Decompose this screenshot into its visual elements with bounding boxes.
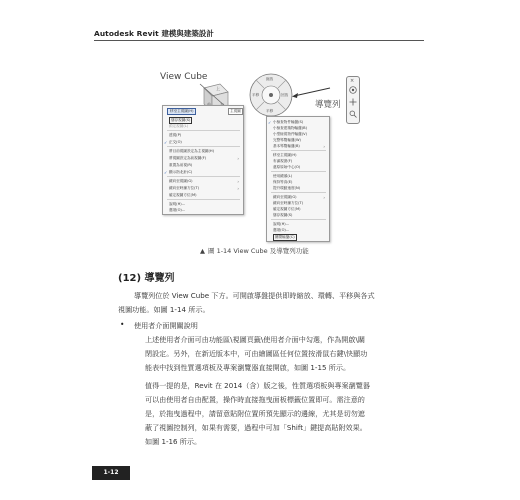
chevron-right-icon: › (323, 195, 325, 200)
menu-item-basic-wheel[interactable]: 基本導覽輪盤(B) (273, 144, 300, 148)
menu-item-close-wheel[interactable]: 關閉輪盤(C) (275, 235, 295, 239)
figure-viewcube-navbar (150, 50, 364, 240)
view-cube-top-label: 上 (216, 86, 220, 91)
menu-item-reset-front[interactable]: 重置為前視(R) (169, 163, 193, 167)
menu-separator (271, 192, 326, 193)
menu-item-set-front[interactable]: 將視圖設定為前視圖(F) (169, 156, 207, 160)
menu-item-orient-clock[interactable]: 鏡向至時鐘方位(T) (169, 186, 200, 190)
label-view-cube: View Cube (160, 72, 208, 82)
menu-item-orient-plane[interactable]: 確定視圖方位(M) (169, 193, 197, 197)
p2-line-3: 是，於拖曳過程中，請留意貼附位置所預先顯示的邊線，尤其是切勿遮 (145, 409, 365, 418)
p2-line-2: 可以由使用者自由配置，操作時直接拖曳面板標籤位置即可。需注意的 (145, 395, 365, 404)
chevron-right-icon: › (237, 186, 239, 191)
menu-item-options[interactable]: 選項(O)... (273, 228, 290, 232)
menu-separator (167, 199, 240, 200)
menu-item-save-view[interactable]: 儲存視圖(S) (171, 118, 191, 122)
menu-item-full-wheel[interactable]: 完整導覽輪盤(W) (273, 138, 301, 142)
label-nav-bar: 導覽列 (315, 100, 341, 110)
p1-line-2: 閉設定。另外，在新近版本中，可由繪圖區任何位置按滑鼠右鍵\快顯功 (145, 349, 368, 358)
p1-line-3: 能表中找到性質選項板及專案瀏覽器直接開啟，如圖 1-15 所示。 (145, 363, 351, 372)
menu-item-fit-window[interactable]: 布滿視窗(F) (273, 159, 293, 163)
menu-separator (167, 130, 240, 131)
intro-line-1: 導覽列位於 View Cube 下方。可開啟導盤提供即時縮放、環轉、平移與各式 (134, 291, 375, 300)
chevron-right-icon: › (323, 144, 325, 149)
caption-text: 圖 1-14 View Cube 及導覽列功能 (208, 247, 309, 255)
viewcube-context-menu (162, 105, 244, 215)
menu-item-orient-plane[interactable]: 確定視圖方位(M) (273, 207, 301, 211)
nav-bar-zoom-icon[interactable] (349, 110, 357, 118)
menu-item-show-compass[interactable]: ✓ 顯示指北針(C) (169, 170, 192, 175)
menu-separator (271, 171, 326, 172)
page-number-badge: 1-12 (92, 466, 130, 480)
chevron-right-icon: › (237, 156, 239, 161)
menu-item-perspective[interactable]: 透視(P) (169, 133, 182, 137)
nav-bar-close-icon[interactable]: × (350, 78, 355, 84)
menu-item-orthographic[interactable]: ✓ 正交(O) (169, 140, 182, 145)
wheel-context-menu (266, 116, 330, 242)
menu-item-options[interactable]: 選項(O)... (169, 208, 186, 212)
p2-line-1: 值得一提的是，Revit 在 2014（含）版之後，性質選項板與專案瀏覽器 (145, 381, 370, 390)
section-heading: (12) 導覽列 (118, 273, 175, 284)
running-header: Autodesk Revit 建模與建築設計 (94, 29, 214, 38)
bullet-dot: • (120, 320, 125, 329)
menu-item-increase-speed[interactable]: 提升環動速度(N) (273, 186, 301, 190)
menu-separator (167, 176, 240, 177)
menu-item-help[interactable]: 說明(H)... (273, 222, 290, 226)
menu-item-mini-building-wheel[interactable]: 小檢查建築物輪盤(B) (273, 126, 308, 130)
nav-bar (346, 76, 360, 124)
nav-bar-pan-icon[interactable] (349, 98, 357, 106)
menu-item-orient-clock[interactable]: 鏡向至時鐘方位(T) (273, 201, 304, 205)
menu-item-help[interactable]: 說明(H)... (169, 202, 186, 206)
menu-item-orient-view[interactable]: 鏡向至視圖(G) (169, 179, 193, 183)
menu-item-go-home[interactable]: 移至主視圖(H) (170, 109, 194, 113)
p1-line-1: 上述使用者介面可由功能區\視圖頁籤\使用者介面中勾選，作為開啟\關 (145, 335, 365, 344)
wheel-bottom-label: 平移 (266, 109, 274, 113)
bullet-title: 使用者介面開關說明 (134, 321, 198, 330)
menu-separator (271, 150, 326, 151)
chevron-right-icon: › (237, 179, 239, 184)
menu-separator (167, 146, 240, 147)
p2-line-5: 如圖 1-16 所示。 (145, 437, 202, 446)
menu-item-orient-view[interactable]: 鏡向至視圖(G) (273, 195, 297, 199)
figure-caption (200, 246, 309, 255)
menu-separator (271, 219, 326, 220)
menu-item-mini-full-wheel[interactable]: 小型檢視物件輪盤(V) (273, 132, 308, 136)
p2-line-4: 蔽了視圖控制列，如果有需要，過程中可加「Shift」鍵提高貼附效果。 (145, 423, 367, 432)
menu-item-restore-center[interactable]: 還原原始中心(O) (273, 165, 301, 169)
wheel-right-label: 回放 (281, 93, 289, 97)
menu-item-mini-object-wheel[interactable]: ✓ 小檢查物件輪盤(S) (273, 120, 303, 125)
home-tooltip: 主視圖 (230, 109, 241, 113)
menu-item-use-camera[interactable]: 使用鏡頭(L) (273, 174, 293, 178)
intro-line-2: 視圖功能。如圖 1-14 所示。 (118, 305, 210, 314)
menu-item-save-view[interactable]: 儲存視圖(S) (273, 213, 293, 217)
menu-item-set-home[interactable]: 將目前視圖設定為主視圖(H) (169, 149, 215, 153)
wheel-left-label: 平移 (252, 93, 260, 97)
menu-item-lock-view[interactable]: 鎖定視圖(L) (169, 124, 189, 128)
nav-bar-wheel-icon[interactable] (349, 86, 357, 94)
caption-triangle-icon: ▲ (200, 247, 205, 255)
wheel-top-label: 縮放 (266, 77, 274, 81)
menu-item-go-home[interactable]: 移至主視圖(H) (273, 153, 297, 157)
menu-item-keep-level[interactable]: 保持等高(E) (273, 180, 293, 184)
header-rule (94, 40, 424, 41)
